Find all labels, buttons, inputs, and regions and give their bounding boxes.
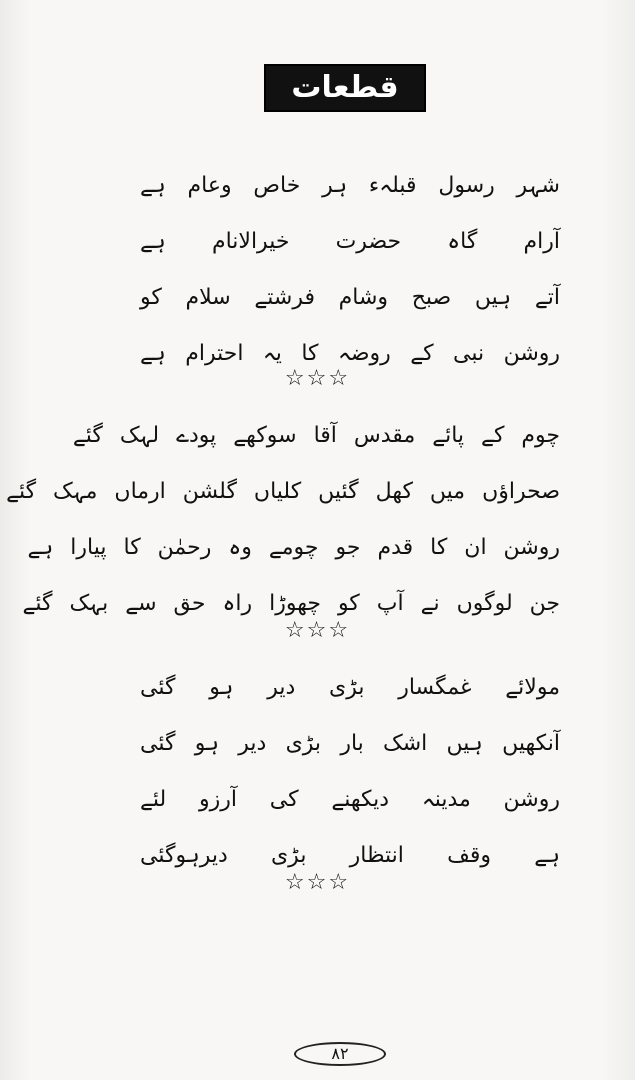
stanza-3 [140,660,560,884]
title-banner [264,64,426,112]
verse-line: شہر رسول قبلہء ہر خاص وعام ہے [140,173,560,198]
stanza-1 [140,158,560,382]
verse-line: آنکھیں ہیں اشک بار بڑی دیر ہو گئی [140,731,560,756]
verse-line: چوم کے پائے مقدس آقا سوکھے پودے لہک گئے [72,423,560,448]
verse-line: روشن مدینہ دیکھنے کی آرزو لئے [140,787,560,812]
page-number: ۸۲ [331,1044,349,1063]
star-separator: ☆☆☆ [284,366,351,391]
verse-line: روشن نبی کے روضہ کا یہ احترام ہے [140,341,560,366]
verse-line: آرام گاہ حضرت خیرالانام ہے [140,229,560,254]
verse-line: آتے ہیں صبح وشام فرشتے سلام کو [140,285,560,310]
page-title: قطعات [291,70,399,105]
verse-line: صحراؤں میں کھل گئیں کلیاں گلشن ارماں مہک گئے [6,479,560,504]
stanza-2 [6,408,560,632]
verse-line: جن لوگوں نے آپ کو چھوڑا راہ حق سے بہک گئے [22,591,560,616]
page-number-badge [294,1042,386,1068]
verse-line: روشن ان کا قدم جو چومے وہ رحمٰن کا پیارا ہے [27,535,560,560]
verse-line: ہے وقف انتظار بڑی دیرہوگئی [140,843,560,868]
star-separator: ☆☆☆ [284,870,351,895]
star-separator: ☆☆☆ [284,618,351,643]
page-number-oval [294,1042,386,1066]
verse-line: مولائے غمگسار بڑی دیر ہو گئی [140,675,560,700]
